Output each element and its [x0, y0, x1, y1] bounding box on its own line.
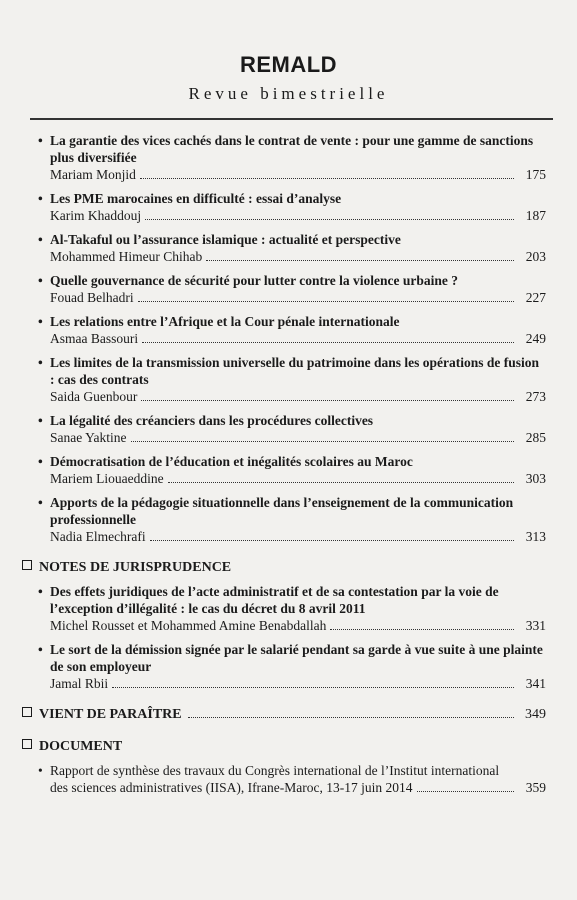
page-number: 285 — [525, 430, 546, 445]
article-author: Michel Rousset et Mohammed Amine Benabdallah — [50, 618, 327, 633]
article-author: Nadia Elmechrafi — [50, 529, 146, 544]
section-heading-document — [22, 738, 546, 756]
page-number: 313 — [525, 529, 546, 544]
toc-entry — [38, 583, 546, 634]
toc-entry — [38, 231, 546, 265]
journal-subtitle: Revue bimestrielle — [188, 84, 389, 103]
leader-dots — [138, 301, 514, 302]
article-title: • Le sort de la démission signée par le salarié pendant sa garde à vue suite à une plainte de son employeur — [38, 641, 546, 675]
article-title: • Al-Takaful ou l’assurance islamique : actualité et perspective — [38, 231, 546, 248]
leader-dots — [142, 342, 514, 343]
article-title: • Quelle gouvernance de sécurité pour lutter contre la violence urbaine ? — [38, 272, 546, 289]
article-author: Mariem Liouaeddine — [50, 471, 164, 486]
page-number: 273 — [525, 389, 546, 404]
leader-dots — [150, 540, 514, 541]
section-heading-jurisprudence — [22, 559, 546, 577]
toc-entry — [38, 412, 546, 446]
checkbox-icon — [22, 560, 32, 570]
article-title: • Les relations entre l’Afrique et la Cour pénale internationale — [38, 313, 546, 330]
section-heading-vient-de-paraitre — [22, 706, 546, 724]
article-author: Mohammed Himeur Chihab — [50, 249, 203, 264]
article-title: • La garantie des vices cachés dans le contrat de vente : pour une gamme de sanctions plus diversifiée — [38, 132, 546, 166]
leader-dots — [206, 260, 514, 261]
section-label: DOCUMENT — [39, 739, 123, 754]
section-label: NOTES DE JURISPRUDENCE — [39, 560, 232, 575]
article-author: Saida Guenbour — [50, 389, 138, 404]
header — [0, 52, 577, 104]
leader-dots — [188, 717, 514, 718]
page-number: 187 — [525, 208, 546, 223]
page-number: 249 — [525, 331, 546, 346]
article-title: • Les limites de la transmission universelle du patrimoine dans les opérations de fusion : cas des contrats — [38, 354, 546, 388]
toc-entry — [38, 132, 546, 183]
article-author: Fouad Belhadri — [50, 290, 134, 305]
page-number: 175 — [525, 167, 546, 182]
document-title-line2: des sciences administratives (IISA), Ifrane-Maroc, 13-17 juin 2014 — [50, 780, 413, 795]
toc-entry — [38, 354, 546, 405]
page-number: 359 — [525, 780, 546, 795]
page-number: 341 — [525, 676, 546, 691]
leader-dots — [145, 219, 514, 220]
journal-title: REMALD — [239, 52, 338, 77]
article-author: Mariam Monjid — [50, 167, 136, 182]
toc-entry — [38, 190, 546, 224]
toc-entry — [38, 641, 546, 692]
toc-entry — [38, 453, 546, 487]
page-number: 331 — [525, 618, 546, 633]
leader-dots — [168, 482, 514, 483]
section-label: VIENT DE PARAÎTRE — [39, 707, 182, 722]
article-title: • Démocratisation de l’éducation et inégalités scolaires au Maroc — [38, 453, 546, 470]
page-number: 227 — [525, 290, 546, 305]
leader-dots — [112, 687, 514, 688]
document-title-line1: • Rapport de synthèse des travaux du Congrès international de l’Institut international — [38, 762, 546, 779]
toc-entry — [38, 494, 546, 545]
article-author: Karim Khaddouj — [50, 208, 142, 223]
table-of-contents — [0, 132, 577, 796]
article-author: Sanae Yaktine — [50, 430, 127, 445]
leader-dots — [140, 178, 514, 179]
article-author: Jamal Rbii — [50, 676, 109, 691]
toc-entry-document — [38, 762, 546, 796]
leader-dots — [131, 441, 515, 442]
article-title: • Les PME marocaines en difficulté : essai d’analyse — [38, 190, 546, 207]
article-title: • Des effets juridiques de l’acte administratif et de sa contestation par la voie de l’exception d’illégalité : le cas du décret du 8 avril 2011 — [38, 583, 546, 617]
page-number: 203 — [525, 249, 546, 264]
checkbox-icon — [22, 739, 32, 749]
article-title: • Apports de la pédagogie situationnelle dans l’enseignement de la communication professionnelle — [38, 494, 546, 528]
article-title: • La légalité des créanciers dans les procédures collectives — [38, 412, 546, 429]
toc-entry — [38, 313, 546, 347]
header-divider — [30, 118, 553, 120]
page-number: 349 — [525, 707, 546, 722]
article-author: Asmaa Bassouri — [50, 331, 139, 346]
checkbox-icon — [22, 707, 32, 717]
leader-dots — [417, 791, 514, 792]
page-number: 303 — [525, 471, 546, 486]
toc-entry — [38, 272, 546, 306]
leader-dots — [141, 400, 514, 401]
leader-dots — [330, 629, 514, 630]
